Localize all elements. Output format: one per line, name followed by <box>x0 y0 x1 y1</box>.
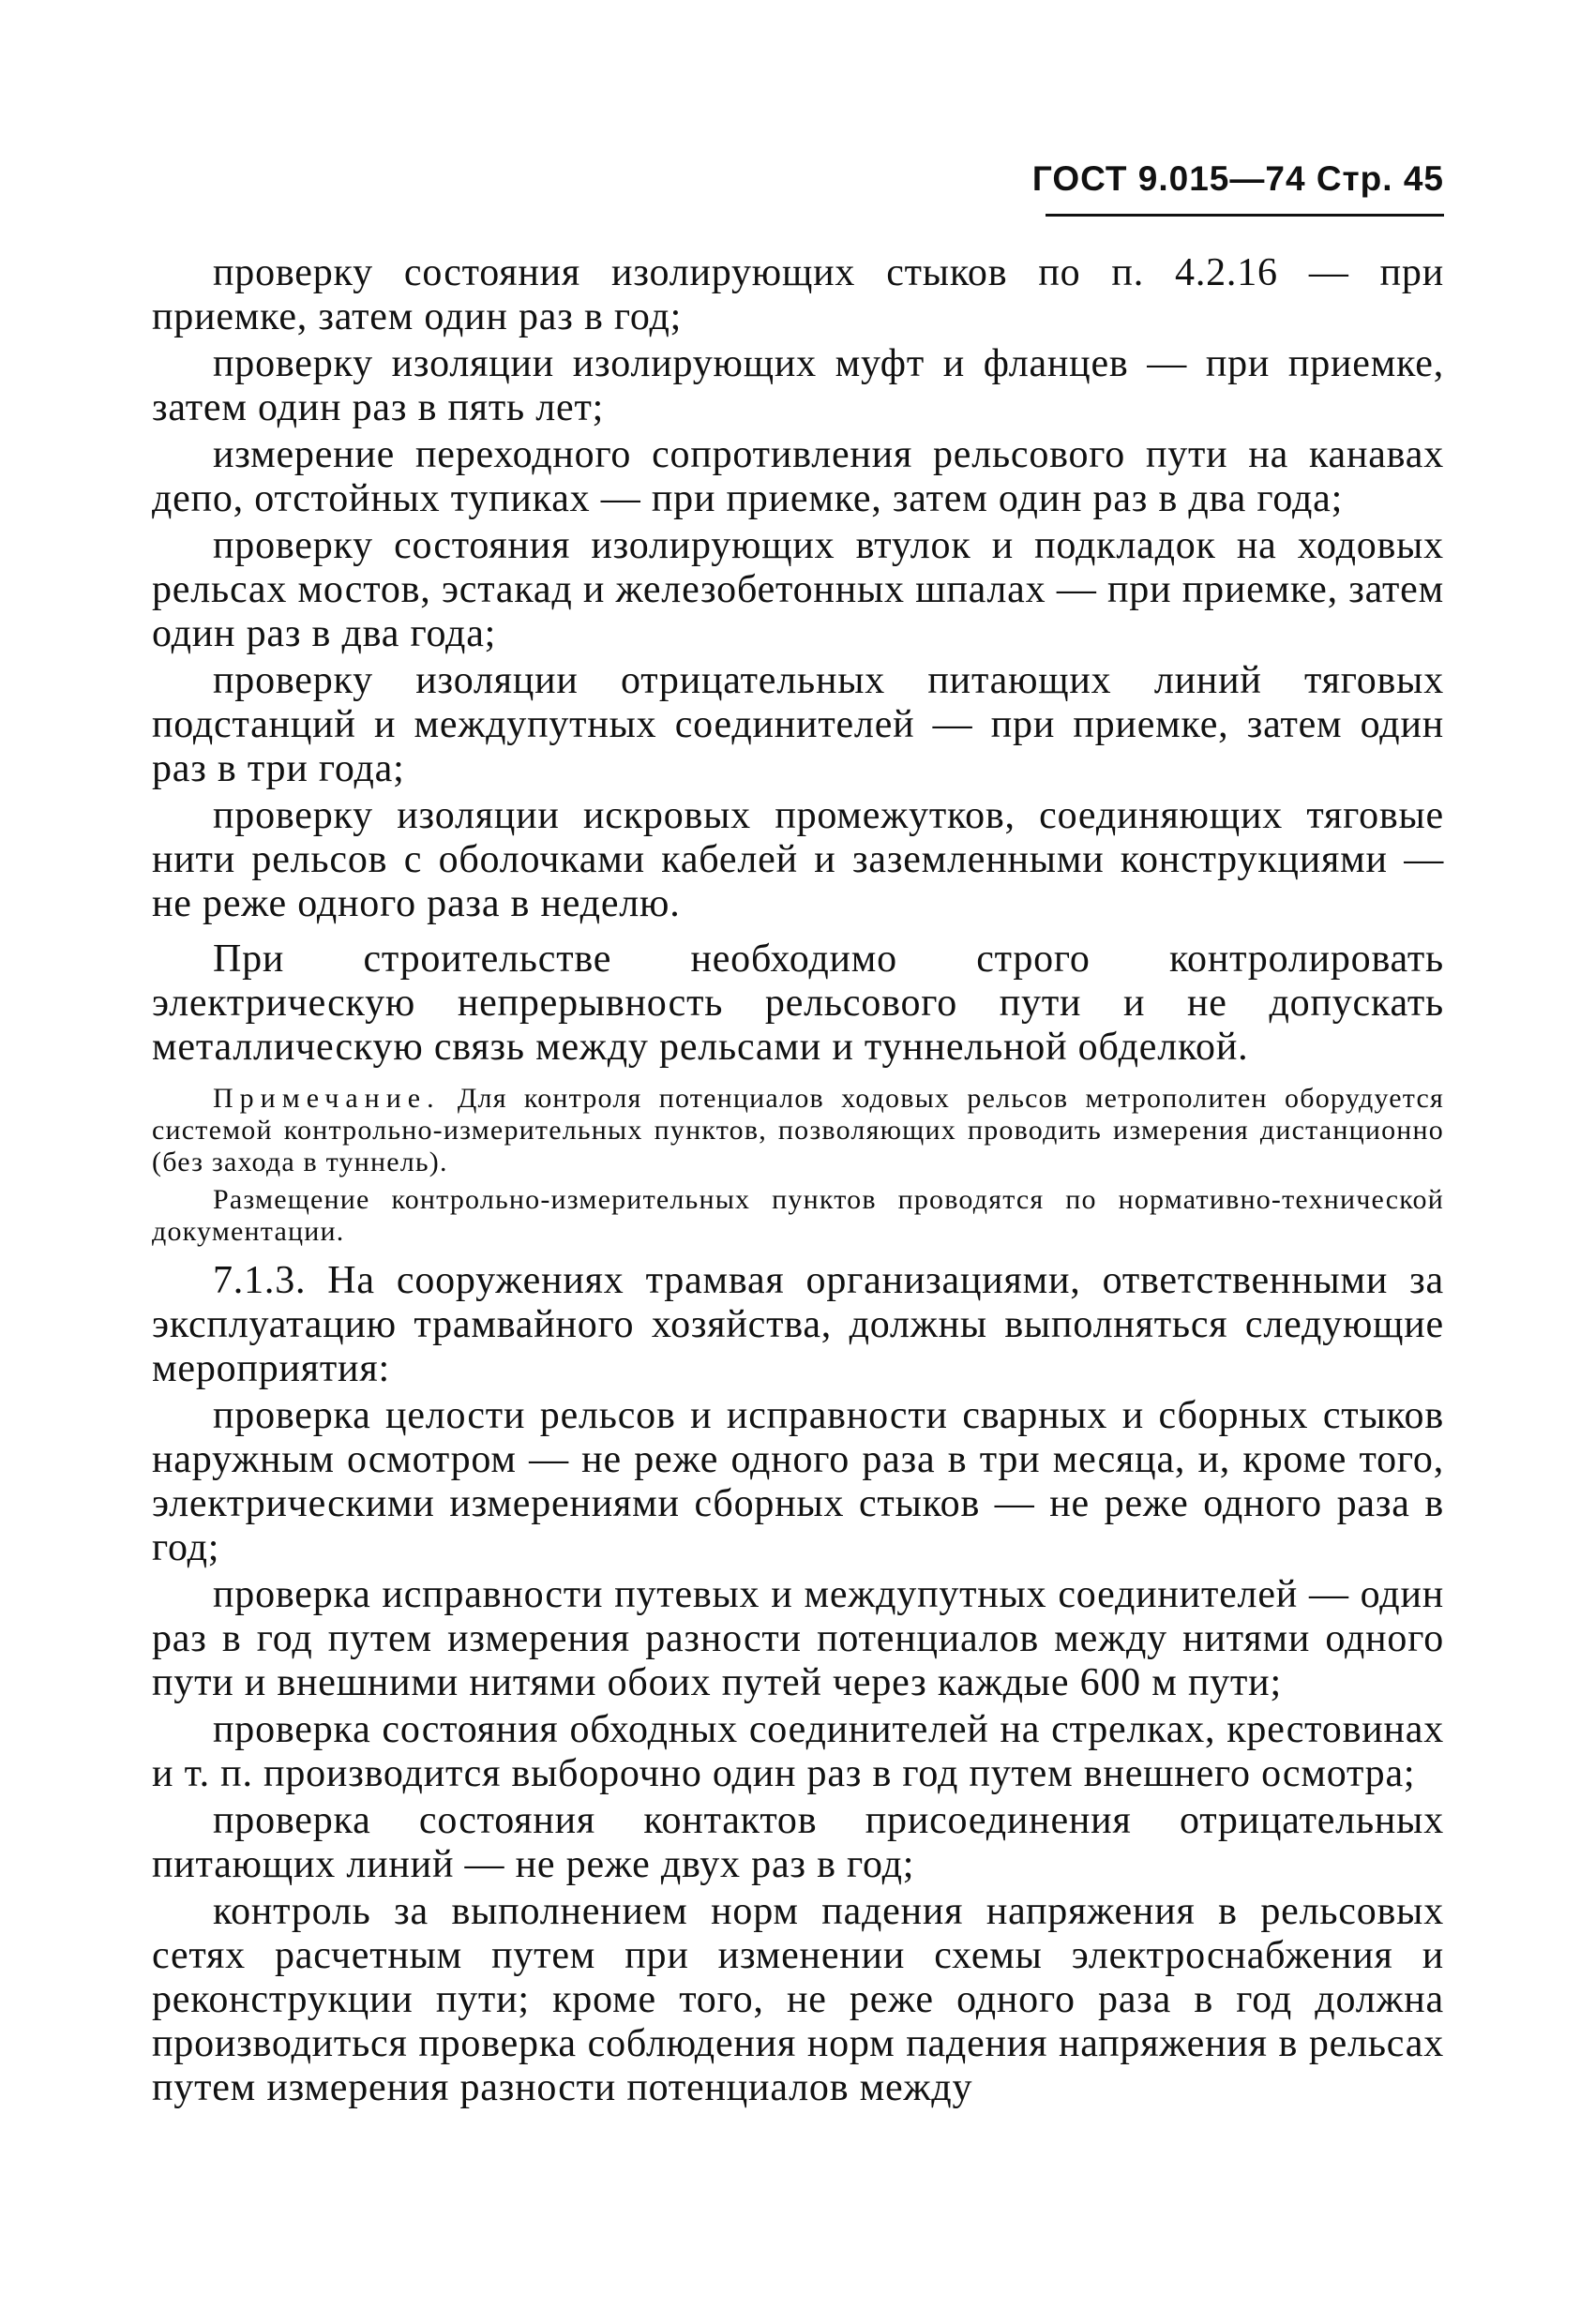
page-header <box>1031 159 1444 199</box>
paragraph: измерение переходного сопротивления рельсового пути на канавах депо, отстойных тупиках — при приемке, затем один раз в два года; <box>152 433 1444 520</box>
note-text: Для контроля потенциалов ходовых рельсов метрополитен оборудуется системой контрольно-измерительных пунктов, позволяющих проводить измерения дистанционно (без захода в туннель). <box>152 1083 1445 1177</box>
paragraph: проверка состояния контактов присоединения отрицательных питающих линий — не реже двух раз в год; <box>152 1799 1444 1886</box>
note-title: Примечание. <box>213 1083 441 1114</box>
paragraph: проверку изоляции отрицательных питающих линий тяговых подстанций и междупутных соединителей — при приемке, затем один раз в три года; <box>152 659 1444 790</box>
paragraph: проверку состояния изолирующих стыков по п. 4.2.16 — при приемке, затем один раз в год; <box>152 251 1444 338</box>
paragraph: проверку состояния изолирующих втулок и подкладок на ходовых рельсах мостов, эстакад и железобетонных шпалах — при приемке, затем один раз в два года; <box>152 524 1444 655</box>
section-heading-paragraph: 7.1.3. На сооружениях трамвая организациями, ответственными за эксплуатацию трамвайного хозяйства, должны выполняться следующие мероприятия: <box>152 1259 1444 1390</box>
note <box>152 1083 1444 1178</box>
document-body <box>152 251 1444 2110</box>
paragraph: проверка состояния обходных соединителей на стрелках, крестовинах и т. п. производится выборочно один раз в год путем внешнего осмотра; <box>152 1708 1444 1795</box>
paragraph: контроль за выполнением норм падения напряжения в рельсовых сетях расчетным путем при изменении схемы электроснабжения и реконструкции пути; кроме того, не реже одного раза в год должна производиться проверка соблюдения норм падения напряжения в рельсах путем измерения разности потенциалов между <box>152 1890 1444 2109</box>
paragraph: проверка целости рельсов и исправности сварных и сборных стыков наружным осмотром — не реже одного раза в три месяца, и, кроме того, электрическими измерениями сборных стыков — не реже одного раза в год; <box>152 1394 1444 1569</box>
paragraph: проверку изоляции искровых промежутков, соединяющих тяговые нити рельсов с оболочками кабелей и заземленными конструкциями — не реже одного раза в неделю. <box>152 794 1444 925</box>
paragraph: При строительстве необходимо строго контролировать электрическую непрерывность рельсового пути и не допускать металлическую связь между рельсами и туннельной обделкой. <box>152 937 1444 1069</box>
paragraph: проверку изоляции изолирующих муфт и фланцев — при приемке, затем один раз в пять лет; <box>152 342 1444 429</box>
page-number: Стр. 45 <box>1316 159 1444 198</box>
doc-reference: ГОСТ 9.015—74 <box>1031 159 1306 198</box>
paragraph: проверка исправности путевых и междупутных соединителей — один раз в год путем измерения разности потенциалов между нитями одного пути и внешними нитями обоих путей через каждые 600 м пути; <box>152 1573 1444 1704</box>
note-text-2: Размещение контрольно-измерительных пунктов проводятся по нормативно-технической документации. <box>152 1184 1444 1247</box>
header-divider <box>1046 214 1444 217</box>
